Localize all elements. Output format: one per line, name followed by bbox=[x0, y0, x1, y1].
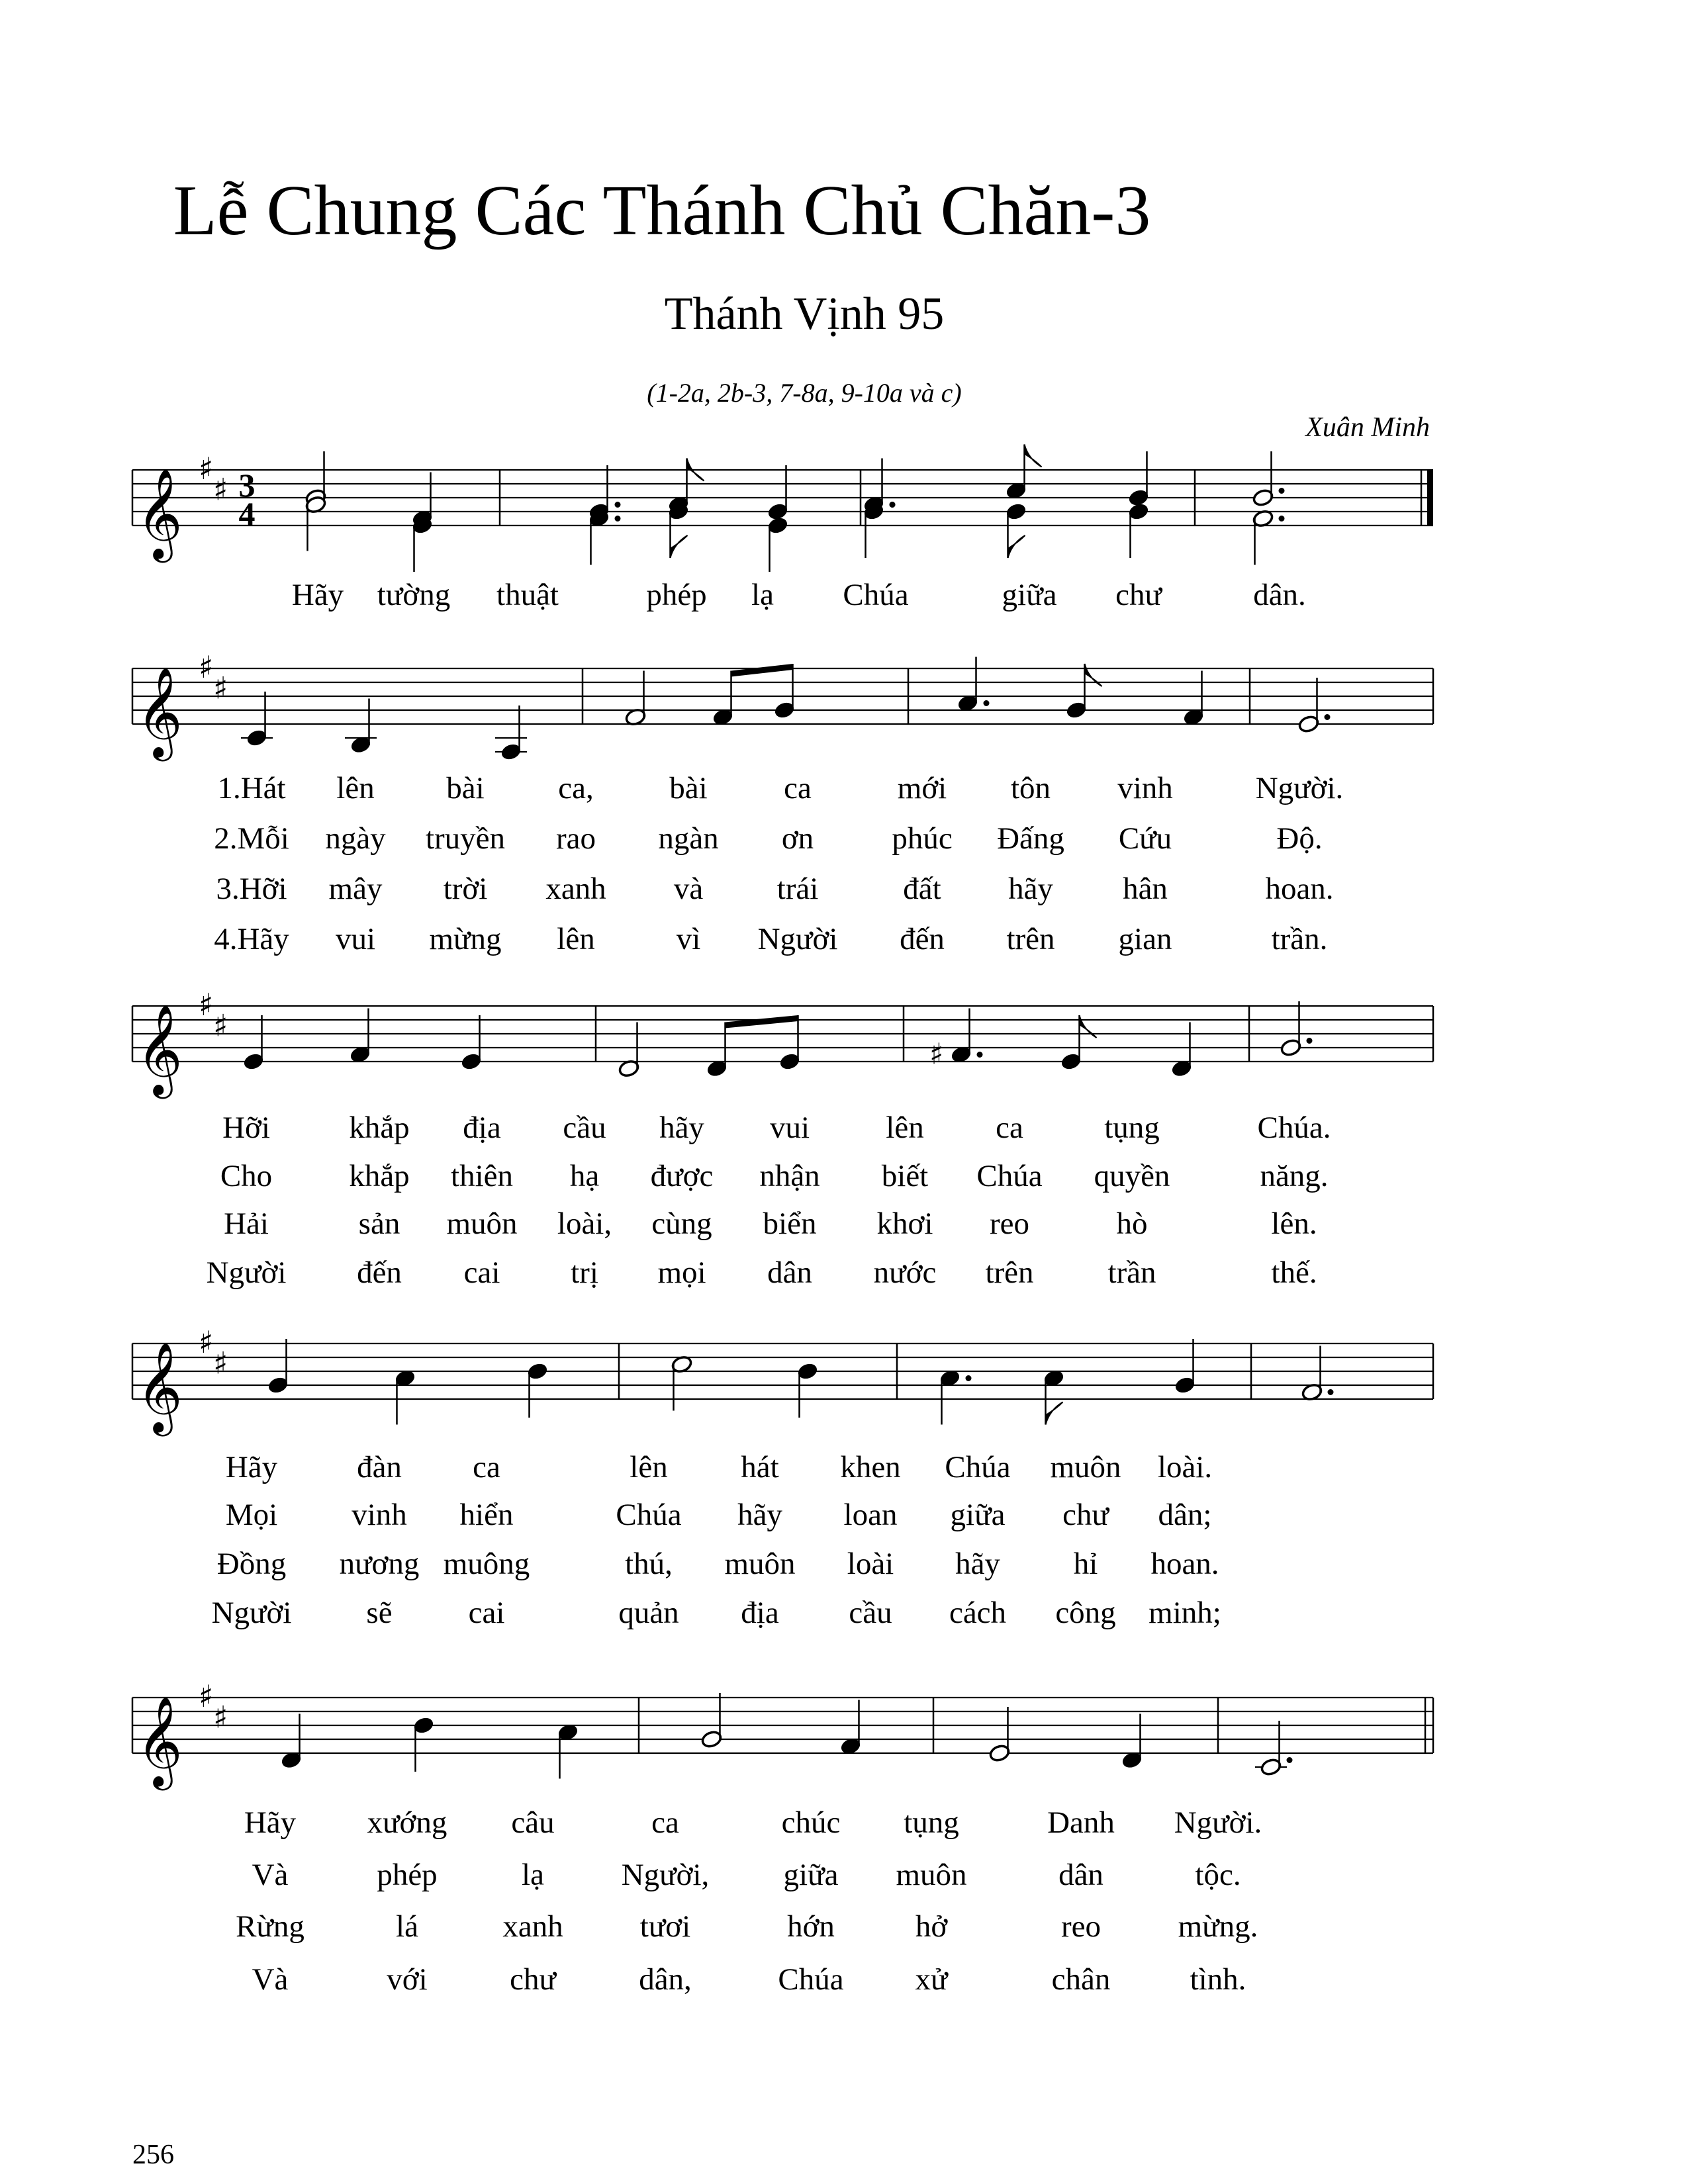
lyric-syllable: trái bbox=[776, 872, 819, 906]
note bbox=[495, 705, 527, 762]
lyric-syllable: lên bbox=[886, 1111, 924, 1145]
lyric-syllable: bài bbox=[446, 771, 485, 805]
dot bbox=[1279, 488, 1285, 494]
note bbox=[796, 1361, 818, 1418]
lyric-syllable: mây bbox=[328, 872, 383, 906]
lyric-syllable: vui bbox=[335, 922, 376, 956]
lyric-syllable: Đấng bbox=[997, 821, 1064, 856]
note bbox=[305, 495, 326, 551]
lyric-syllable: vui bbox=[769, 1111, 810, 1145]
lyric-syllable: hãy bbox=[659, 1111, 704, 1145]
staff-system-1 bbox=[0, 404, 1688, 602]
note bbox=[1127, 451, 1149, 508]
lyric-syllable: Chúa bbox=[778, 1962, 844, 1997]
lyric-syllable: xanh bbox=[502, 1909, 563, 1944]
key-signature bbox=[199, 987, 228, 1044]
note bbox=[267, 1339, 289, 1395]
svg-text:♯: ♯ bbox=[199, 987, 214, 1023]
lyric-syllable: quản bbox=[618, 1596, 679, 1630]
lyric-syllable: đến bbox=[900, 922, 945, 956]
lyric-syllable: thiên bbox=[451, 1159, 513, 1193]
note bbox=[939, 1369, 971, 1425]
lyric-syllable: khơi bbox=[876, 1206, 933, 1241]
treble-clef-icon: 𝄞 bbox=[136, 467, 183, 559]
lyric-syllable: Người, bbox=[621, 1858, 710, 1892]
lyric-syllable: mừng bbox=[429, 922, 502, 956]
lyric-syllable: khắp bbox=[349, 1159, 410, 1193]
lyric-syllable: giữa bbox=[783, 1858, 839, 1892]
lyric-syllable: trên bbox=[1006, 922, 1055, 956]
lyric-syllable: được bbox=[650, 1159, 714, 1193]
lyric-syllable: nhận bbox=[759, 1159, 820, 1193]
note bbox=[767, 516, 788, 572]
lyric-syllable: Hãy bbox=[291, 578, 344, 612]
lyric-syllable: muôn bbox=[724, 1547, 796, 1581]
page-number: 256 bbox=[132, 2140, 174, 2170]
lyric-syllable: bài bbox=[669, 771, 708, 805]
note bbox=[988, 1707, 1010, 1763]
note bbox=[712, 671, 733, 727]
lyric-syllable: dân, bbox=[639, 1962, 692, 1997]
key-signature bbox=[199, 1678, 228, 1735]
lyric-syllable: vinh bbox=[352, 1498, 407, 1532]
staff-system-5 bbox=[0, 1631, 1688, 1830]
lyric-syllable: Danh bbox=[1047, 1805, 1115, 1840]
dot bbox=[615, 516, 621, 522]
key-signature bbox=[199, 649, 228, 706]
lyric-syllable: dân bbox=[1058, 1858, 1103, 1892]
lyric-syllable: cùng bbox=[651, 1206, 712, 1241]
lyric-syllable: địa bbox=[741, 1596, 779, 1630]
lyric-syllable: và bbox=[673, 872, 704, 906]
lyric-syllable: biết bbox=[881, 1159, 929, 1193]
lyric-syllable: tình. bbox=[1190, 1962, 1246, 1997]
lyric-syllable: ca bbox=[651, 1805, 679, 1840]
lyric-syllable: hoan. bbox=[1265, 872, 1334, 906]
treble-clef-icon: 𝄞 bbox=[136, 1695, 183, 1786]
lyric-syllable: thế. bbox=[1271, 1255, 1317, 1290]
dot bbox=[1279, 516, 1285, 522]
lyric-syllable: xướng bbox=[367, 1805, 447, 1840]
key-signature bbox=[199, 1324, 228, 1381]
verses-reference: (1-2a, 2b-3, 7-8a, 9-10a và c) bbox=[647, 378, 962, 408]
lyric-syllable: muôn bbox=[896, 1858, 967, 1892]
svg-text:♯: ♯ bbox=[213, 1699, 228, 1735]
lyric-syllable: chư bbox=[510, 1962, 556, 1997]
note bbox=[345, 699, 377, 755]
composer-name: Xuân Minh bbox=[1305, 412, 1430, 443]
lyric-syllable: đất bbox=[903, 872, 941, 906]
lyric-syllable: mới bbox=[897, 771, 947, 805]
lyric-syllable: Và bbox=[252, 1962, 289, 1997]
psalm-subtitle: Thánh Vịnh 95 bbox=[664, 289, 945, 340]
lyric-syllable: Rừng bbox=[236, 1909, 305, 1944]
lyric-syllable: tôn bbox=[1010, 771, 1051, 805]
lyric-syllable: chư bbox=[1115, 578, 1162, 612]
note bbox=[349, 1009, 371, 1065]
dot bbox=[1307, 1038, 1313, 1044]
note bbox=[242, 1015, 264, 1071]
lyric-syllable: hãy bbox=[737, 1498, 782, 1532]
note bbox=[773, 664, 795, 720]
note bbox=[706, 1023, 727, 1079]
lyric-syllable: năng. bbox=[1260, 1159, 1329, 1193]
lyric-syllable: cách bbox=[949, 1596, 1007, 1630]
note bbox=[671, 1355, 692, 1411]
note bbox=[1170, 1023, 1192, 1079]
note bbox=[863, 502, 895, 558]
lyric-syllable: hở bbox=[915, 1909, 948, 1944]
lyric-syllable: Hỡi bbox=[222, 1111, 270, 1145]
svg-text:♯: ♯ bbox=[199, 451, 214, 486]
lyric-syllable: Hãy bbox=[244, 1805, 297, 1840]
lyric-syllable: quyền bbox=[1094, 1159, 1170, 1193]
lyric-syllable: hãy bbox=[1008, 872, 1053, 906]
lyric-syllable: xử bbox=[915, 1962, 948, 1997]
lyric-syllable: tụng bbox=[904, 1805, 959, 1840]
note bbox=[667, 502, 689, 558]
lyric-syllable: sản bbox=[358, 1206, 400, 1241]
lyric-syllable: lên bbox=[557, 922, 595, 956]
lyric-syllable: loài, bbox=[557, 1206, 612, 1241]
lyric-syllable: loan bbox=[843, 1498, 898, 1532]
svg-text:♯: ♯ bbox=[213, 1007, 228, 1044]
lyric-syllable: vì bbox=[676, 922, 701, 956]
lyric-syllable: Hãy bbox=[225, 1450, 278, 1484]
lyric-syllable: vinh bbox=[1117, 771, 1173, 805]
staff-system-4 bbox=[0, 1277, 1688, 1476]
lyric-syllable: ngày bbox=[325, 821, 386, 856]
note bbox=[1043, 1369, 1064, 1425]
lyric-syllable: với bbox=[387, 1962, 428, 1997]
lyric-syllable: Cho bbox=[220, 1159, 273, 1193]
lyric-syllable: giữa bbox=[950, 1498, 1006, 1532]
lyric-syllable: muôn bbox=[446, 1206, 518, 1241]
lyric-syllable: trời bbox=[443, 872, 488, 906]
lyric-syllable: nước bbox=[873, 1255, 937, 1290]
lyric-syllable: loài bbox=[847, 1547, 894, 1581]
lyric-syllable: cầu bbox=[563, 1111, 606, 1145]
time-signature bbox=[239, 467, 256, 532]
svg-text:♯: ♯ bbox=[213, 471, 228, 508]
lyric-syllable: lên bbox=[630, 1450, 668, 1484]
lyric-syllable: lạ bbox=[751, 578, 774, 612]
note bbox=[1252, 451, 1284, 508]
lyric-syllable: Người bbox=[211, 1596, 292, 1630]
note bbox=[1301, 1346, 1333, 1402]
dot bbox=[966, 1375, 972, 1381]
svg-text:♯: ♯ bbox=[213, 1345, 228, 1381]
lyric-syllable: dân bbox=[767, 1255, 812, 1290]
lyric-syllable: hát bbox=[741, 1450, 779, 1484]
lyric-syllable: minh; bbox=[1149, 1596, 1221, 1630]
staff-lines bbox=[132, 1006, 1433, 1062]
lyric-syllable: hân bbox=[1123, 872, 1168, 906]
note bbox=[412, 1715, 434, 1772]
lyric-syllable: Chúa bbox=[616, 1498, 682, 1532]
lyric-syllable: Mọi bbox=[225, 1498, 278, 1532]
staff-lines bbox=[132, 1343, 1433, 1399]
note bbox=[1005, 502, 1027, 558]
note bbox=[618, 1023, 639, 1079]
sharp-accidental: ♯ bbox=[929, 1037, 944, 1071]
svg-text:♯: ♯ bbox=[199, 1324, 214, 1360]
note bbox=[1065, 664, 1102, 720]
lyric-syllable: hoan. bbox=[1150, 1547, 1219, 1581]
lyric-syllable: dân. bbox=[1253, 578, 1306, 612]
lyric-syllable: Chúa bbox=[945, 1450, 1011, 1484]
lyric-syllable: trên bbox=[985, 1255, 1034, 1290]
note bbox=[1005, 445, 1041, 501]
lyric-syllable: tụng bbox=[1104, 1111, 1160, 1145]
note bbox=[767, 465, 788, 522]
beam bbox=[731, 664, 793, 677]
lyric-syllable: ngàn bbox=[658, 821, 719, 856]
lyric-syllable: câu bbox=[511, 1805, 555, 1840]
lyric-syllable: ca bbox=[473, 1450, 500, 1484]
key-signature bbox=[199, 451, 228, 508]
lyric-syllable: 4.Hãy bbox=[214, 922, 289, 956]
staff-system-3 bbox=[0, 940, 1688, 1138]
lyric-syllable: Người bbox=[206, 1255, 287, 1290]
lyric-syllable: lên. bbox=[1271, 1206, 1317, 1241]
lyric-syllable: Chúa bbox=[976, 1159, 1043, 1193]
treble-clef-icon: 𝄞 bbox=[136, 1341, 183, 1432]
dot bbox=[1325, 714, 1331, 720]
note bbox=[1174, 1339, 1196, 1395]
lyric-syllable: tường bbox=[377, 578, 451, 612]
page-title: Lễ Chung Các Thánh Chủ Chăn-3 bbox=[173, 171, 1151, 250]
lyric-syllable: muôn bbox=[1050, 1450, 1121, 1484]
note bbox=[241, 692, 273, 748]
dot bbox=[1328, 1389, 1334, 1395]
lyric-syllable: hạ bbox=[569, 1159, 600, 1193]
note bbox=[526, 1361, 548, 1418]
svg-text:♯: ♯ bbox=[213, 670, 228, 706]
lyric-syllable: giữa bbox=[1002, 578, 1057, 612]
lyric-syllable: mọi bbox=[657, 1255, 706, 1290]
lyric-syllable: 3.Hỡi bbox=[216, 872, 287, 906]
note bbox=[957, 657, 989, 713]
lyric-syllable: Người. bbox=[1255, 771, 1344, 805]
lyric-syllable: rao bbox=[555, 821, 596, 856]
lyric-syllable: ca bbox=[784, 771, 812, 805]
lyric-syllable: Cứu bbox=[1118, 821, 1172, 856]
lyric-syllable: reo bbox=[989, 1206, 1030, 1241]
lyric-syllable: công bbox=[1055, 1596, 1116, 1630]
lyric-syllable: hò bbox=[1116, 1206, 1148, 1241]
lyric-syllable: nương bbox=[339, 1547, 420, 1581]
lyric-syllable: loài. bbox=[1157, 1450, 1213, 1484]
lyric-syllable: dân; bbox=[1158, 1498, 1212, 1532]
lyric-syllable: chư bbox=[1062, 1498, 1109, 1532]
lyric-syllable: hiển bbox=[459, 1498, 514, 1532]
lyric-syllable: Người bbox=[757, 922, 838, 956]
staff-lines bbox=[132, 470, 1433, 525]
lyric-syllable: thuật bbox=[496, 578, 559, 612]
lyric-syllable: phép bbox=[646, 578, 707, 612]
lyric-syllable: trần. bbox=[1271, 922, 1328, 956]
note bbox=[1252, 509, 1284, 565]
note bbox=[1182, 671, 1204, 727]
lyric-syllable: tộc. bbox=[1195, 1858, 1241, 1892]
lyric-syllable: Độ. bbox=[1276, 821, 1323, 856]
lyric-syllable: biển bbox=[763, 1206, 817, 1241]
lyric-syllable: thú, bbox=[625, 1547, 673, 1581]
lyric-syllable: lên bbox=[336, 771, 375, 805]
svg-text:♯: ♯ bbox=[199, 649, 214, 685]
note bbox=[1255, 1721, 1293, 1777]
lyric-syllable: Hải bbox=[224, 1206, 269, 1241]
lyric-syllable: chân bbox=[1051, 1962, 1111, 1997]
final-bar-thick bbox=[1427, 470, 1433, 525]
lyric-syllable: phép bbox=[377, 1858, 438, 1892]
lyric-syllable: sẽ bbox=[366, 1596, 393, 1630]
note bbox=[394, 1369, 416, 1425]
lyric-syllable: truyền bbox=[425, 821, 506, 856]
lyric-syllable: Và bbox=[252, 1858, 289, 1892]
note bbox=[1121, 1714, 1143, 1770]
dot bbox=[890, 502, 896, 508]
lyric-syllable: Chúa bbox=[843, 578, 909, 612]
lyric-syllable: lạ bbox=[522, 1858, 544, 1892]
lyric-syllable: ca, bbox=[558, 771, 594, 805]
lyric-syllable: hỉ bbox=[1073, 1547, 1098, 1581]
lyric-syllable: gian bbox=[1118, 922, 1172, 956]
lyric-syllable: cầu bbox=[849, 1596, 892, 1630]
lyric-syllable: cai bbox=[463, 1255, 500, 1290]
svg-text:4: 4 bbox=[238, 495, 256, 532]
lyric-syllable: 2.Mỗi bbox=[214, 821, 289, 856]
beam bbox=[726, 1015, 798, 1028]
note bbox=[778, 1015, 800, 1071]
lyric-syllable: lá bbox=[396, 1909, 418, 1944]
svg-text:♯: ♯ bbox=[199, 1678, 214, 1714]
lyric-syllable: cai bbox=[468, 1596, 505, 1630]
note bbox=[1280, 1001, 1312, 1058]
lyric-syllable: trần bbox=[1107, 1255, 1156, 1290]
lyric-syllable: đàn bbox=[357, 1450, 402, 1484]
treble-clef-icon: 𝄞 bbox=[136, 666, 183, 757]
dot bbox=[615, 502, 621, 508]
treble-clef-icon: 𝄞 bbox=[136, 1003, 183, 1095]
lyric-syllable: địa bbox=[463, 1111, 501, 1145]
lyric-syllable: mừng. bbox=[1178, 1909, 1258, 1944]
lyric-syllable: hớn bbox=[787, 1909, 835, 1944]
lyric-syllable: Đồng bbox=[216, 1547, 287, 1581]
lyric-syllable: reo bbox=[1060, 1909, 1102, 1944]
lyric-syllable: đến bbox=[357, 1255, 402, 1290]
note bbox=[588, 509, 620, 565]
note bbox=[1127, 502, 1149, 558]
lyric-syllable: muông bbox=[443, 1547, 530, 1581]
note bbox=[839, 1700, 861, 1756]
svg-text:3: 3 bbox=[238, 467, 256, 504]
lyric-syllable: trị bbox=[571, 1255, 598, 1290]
note bbox=[624, 671, 646, 727]
lyric-syllable: xanh bbox=[545, 872, 606, 906]
note bbox=[700, 1693, 722, 1749]
lyric-syllable: ơn bbox=[781, 821, 814, 856]
note bbox=[1297, 678, 1330, 734]
lyric-syllable: phúc bbox=[892, 821, 953, 856]
note bbox=[460, 1015, 482, 1071]
lyric-syllable: Chúa. bbox=[1257, 1111, 1331, 1145]
lyric-syllable: ca bbox=[996, 1111, 1023, 1145]
lyric-syllable: 1.Hát bbox=[217, 771, 286, 805]
note bbox=[411, 516, 433, 572]
staff-lines bbox=[132, 1698, 1433, 1753]
dot bbox=[984, 700, 990, 706]
note bbox=[557, 1723, 579, 1779]
lyric-syllable: Người. bbox=[1174, 1805, 1262, 1840]
lyric-syllable: khắp bbox=[349, 1111, 410, 1145]
lyric-syllable: khen bbox=[840, 1450, 901, 1484]
lyric-syllable: chúc bbox=[781, 1805, 841, 1840]
lyric-syllable: hãy bbox=[955, 1547, 1000, 1581]
dot bbox=[977, 1052, 983, 1058]
dot bbox=[1287, 1757, 1293, 1763]
note bbox=[280, 1714, 302, 1770]
note bbox=[1060, 1015, 1096, 1071]
lyric-syllable: tươi bbox=[639, 1909, 691, 1944]
